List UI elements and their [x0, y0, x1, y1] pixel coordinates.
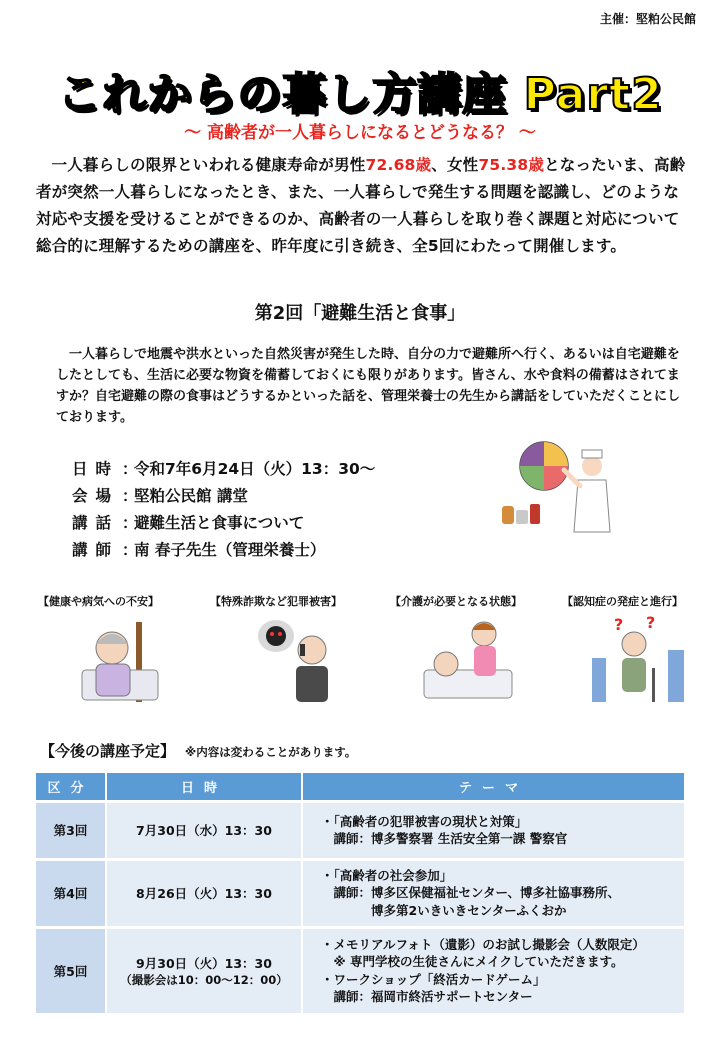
theme-line: ・「高齢者の犯罪被害の現状と対策」	[321, 813, 528, 829]
session-sub-time: （撮影会は10：00～12：00）	[120, 972, 288, 987]
nutritionist-illustration	[498, 436, 616, 534]
theme-line: 博多第2いきいきセンターふくおか	[321, 902, 567, 918]
theme-line: 講師：福岡市終活サポートセンター	[321, 989, 533, 1005]
detail-value: 南 春子先生（管理栄養士）	[134, 540, 326, 559]
detail-value: 避難生活と食事について	[134, 513, 305, 532]
intro-text-2: 、女性	[431, 156, 479, 174]
session-description: 一人暮らしで地震や洪水といった自然災害が発生した時、自分の力で避難所へ行く、あるいは自宅避難をしたとしても、生活に必要な物資を備蓄しておくにも限りがあります。皆さん、水や食料の備蓄はされてますか？自宅避難の際の食事はどうするかといった話を、管理栄養士の先生から講話をしていただくことにしております。	[56, 347, 681, 425]
page-title: これからの暮し方講座 Part2	[57, 69, 663, 120]
dementia-illustration	[590, 614, 686, 706]
theme-line: ※ 専門学校の生徒さんにメイクしていただきます。	[321, 954, 624, 970]
session-number: 第5回	[36, 927, 106, 1013]
detail-key: 講師	[72, 540, 120, 559]
session-date	[106, 801, 302, 859]
session-title: 第2回「避難生活と食事」	[254, 303, 466, 324]
intro-text-1: 一人暮らしの限界といわれる健康寿命が男性	[51, 156, 366, 174]
intro-text-3: となったいま、高齢者が突然一人暮らしになったとき、また、一人暮らしで発生する問題を認識し、どのような対応や支援を受けることができるのか、高齢者の一人暮らしを取り巻く課題と対応について総合的に理解するための講座を、昨年度に引き続き、全5回にわたって開催します。	[36, 156, 686, 255]
session-details	[72, 454, 492, 562]
caregiving-illustration	[420, 614, 516, 706]
session-date-text: 9月30日（火）13：30	[136, 955, 272, 971]
session-number: 第4回	[36, 859, 106, 927]
column-header-session: 区分	[36, 773, 106, 801]
session-number: 第3回	[36, 801, 106, 859]
sick-elderly-illustration	[78, 614, 162, 706]
detail-lecturer: 講師 ： 南 春子先生（管理栄養士）	[72, 535, 492, 562]
session-theme	[302, 859, 684, 927]
table-row	[36, 801, 684, 859]
session-theme	[302, 927, 684, 1013]
theme-line: ・「高齢者の社会参加」	[321, 867, 453, 883]
table-row	[36, 859, 684, 927]
male-life-expectancy: 72.68歳	[365, 156, 432, 174]
female-life-expectancy: 75.38歳	[478, 156, 545, 174]
session-date	[106, 859, 302, 927]
session-date	[106, 927, 302, 1013]
concern-crime-label: 【特殊詐欺など犯罪被害】	[210, 595, 342, 608]
concern-health-label: 【健康や病気への不安】	[38, 595, 159, 608]
schedule-heading-label: 【今後の講座予定】	[40, 742, 176, 760]
column-header-datetime: 日時	[106, 773, 302, 801]
concern-labels	[14, 593, 710, 613]
svg-text:?: ?	[614, 615, 624, 634]
detail-venue: 会場 ： 堅粕公民館 講堂	[72, 481, 492, 508]
svg-text:?: ?	[646, 614, 656, 632]
session-date-text: 8月26日（火）13：30	[136, 886, 272, 901]
concern-care-label: 【介護が必要となる状態】	[390, 595, 522, 608]
schedule-heading	[40, 740, 356, 761]
detail-value: 令和7年6月24日（火）13：30～	[134, 459, 376, 478]
session-date-text: 7月30日（水）13：30	[136, 823, 272, 838]
organizer-label: 主催：堅粕公民館	[599, 12, 696, 26]
detail-value: 堅粕公民館 講堂	[134, 486, 248, 505]
concern-dementia-label: 【認知症の発症と進行】	[562, 595, 683, 608]
schedule-note: ※内容は変わることがあります。	[185, 745, 357, 759]
detail-talk: 講話 ： 避難生活と食事について	[72, 508, 492, 535]
table-row	[36, 927, 684, 1013]
column-header-theme: テーマ	[302, 773, 684, 801]
page-subtitle: ～ 高齢者が一人暮らしになるとどうなる？ ～	[184, 123, 536, 143]
detail-key: 会場	[72, 486, 120, 505]
detail-key: 講話	[72, 513, 120, 532]
theme-line: ・メモリアルフォト（遺影）のお試し撮影会（人数限定）	[321, 936, 645, 952]
intro-paragraph	[36, 152, 692, 260]
detail-key: 日時	[72, 459, 120, 478]
theme-line: 講師：博多区保健福祉センター、博多社協事務所、	[321, 885, 621, 901]
detail-datetime: 日時 ： 令和7年6月24日（火）13：30～	[72, 454, 492, 481]
theme-line: ・ワークショップ「終活カードゲーム」	[321, 971, 546, 987]
schedule-table	[36, 773, 684, 1013]
theme-line: 講師：博多警察署 生活安全第一課 警察官	[321, 831, 568, 846]
fraud-phone-illustration	[256, 614, 340, 706]
session-theme	[302, 801, 684, 859]
table-header-row	[36, 773, 684, 801]
concern-illustrations	[0, 614, 720, 710]
